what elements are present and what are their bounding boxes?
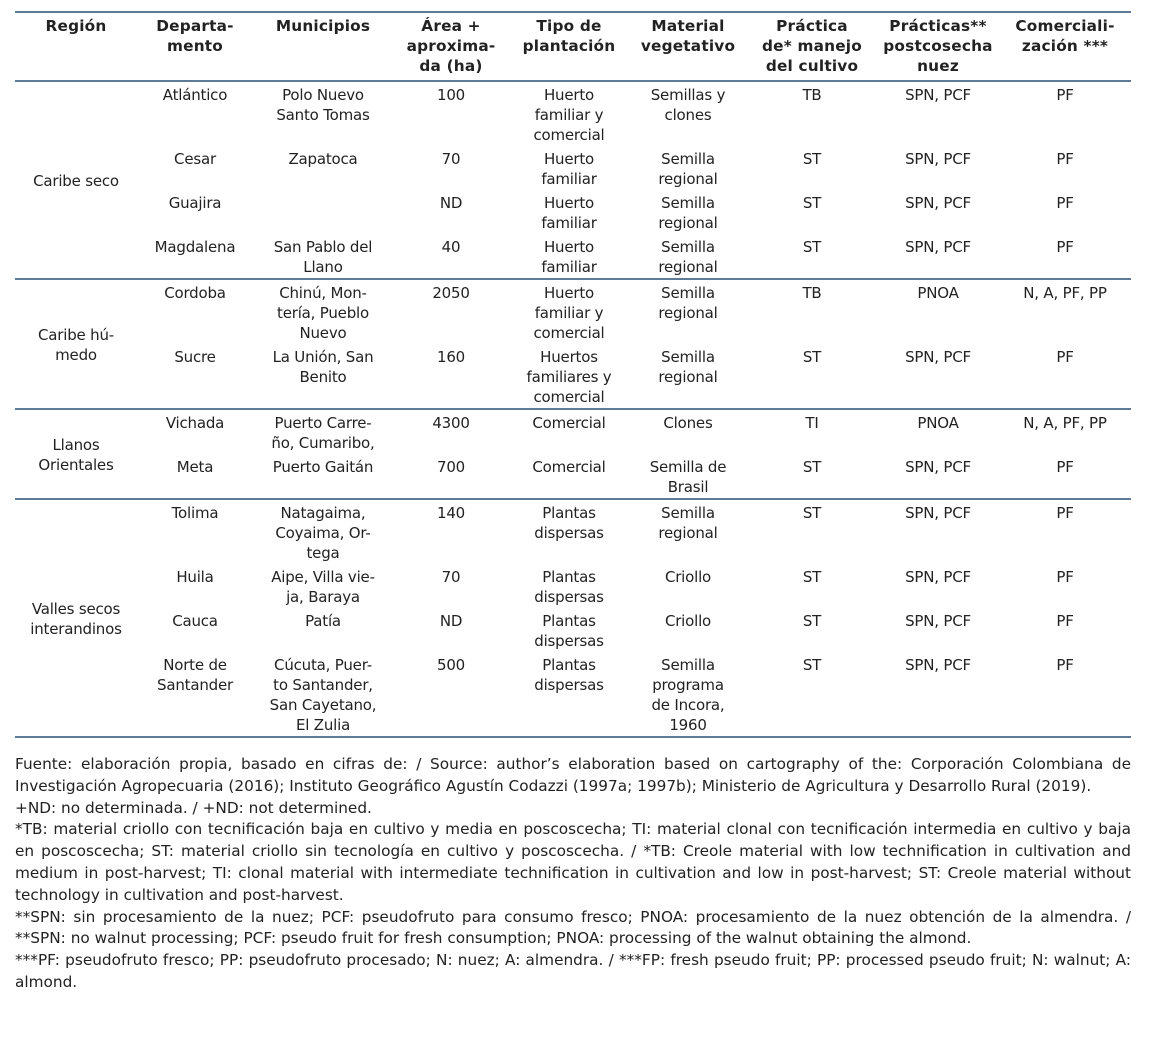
- header-line: Tipo de: [536, 17, 602, 35]
- header-line: del cultivo: [765, 57, 859, 75]
- cell-departamento: [137, 81, 253, 146]
- cell-municipios: [253, 454, 393, 499]
- municipios-line: Llano: [303, 258, 343, 276]
- departamento-line: Guajira: [168, 194, 222, 212]
- material-line: Brasil: [667, 478, 709, 496]
- tipo-line: dispersas: [534, 524, 604, 542]
- cell-postcosecha: SPN, PCF: [905, 150, 971, 168]
- header-line: Región: [45, 17, 107, 35]
- municipios-line: El Zulia: [295, 716, 351, 734]
- cell-comercializacion: PF: [1056, 194, 1074, 212]
- material-line: Semilla: [661, 504, 715, 522]
- tipo-line: Plantas: [542, 612, 596, 630]
- municipios-line: tega: [306, 544, 340, 562]
- header-line: postcosecha: [883, 37, 993, 55]
- material-line: 1960: [669, 716, 707, 734]
- departamento-line: Norte de: [163, 656, 227, 674]
- region-group: [15, 81, 1131, 279]
- table-row: [15, 344, 1131, 409]
- material-line: de Incora,: [651, 696, 725, 714]
- tipo-line: Plantas: [542, 568, 596, 586]
- cell-postcosecha: SPN, PCF: [905, 86, 971, 104]
- cell-departamento: [137, 454, 253, 499]
- cell-departamento: [137, 608, 253, 652]
- cell-municipios: [253, 652, 393, 737]
- header-comercializacion: [999, 12, 1131, 81]
- tipo-line: familiar: [541, 214, 597, 232]
- table-row: [15, 499, 1131, 564]
- departamento-line: Santander: [157, 676, 233, 694]
- table-footnotes: [15, 754, 1131, 994]
- cell-postcosecha: SPN, PCF: [905, 238, 971, 256]
- tipo-line: Huertos: [540, 348, 598, 366]
- cell-material: [629, 279, 747, 344]
- cell-practica: TB: [802, 284, 822, 302]
- cell-postcosecha: PNOA: [917, 284, 959, 302]
- region-line: medo: [55, 346, 97, 364]
- cell-practica: ST: [802, 348, 822, 366]
- cell-municipios: [253, 608, 393, 652]
- tipo-line: Huerto: [543, 284, 595, 302]
- material-line: regional: [658, 170, 718, 188]
- header-line: Material: [651, 17, 725, 35]
- material-line: regional: [658, 258, 718, 276]
- cell-material: [629, 499, 747, 564]
- cell-tipo: [509, 564, 629, 608]
- header-line: de* manejo: [762, 37, 862, 55]
- cell-comercializacion: PF: [1056, 612, 1074, 630]
- material-line: Semilla: [661, 150, 715, 168]
- cell-tipo: [509, 454, 629, 499]
- departamento-line: Huila: [176, 568, 214, 586]
- cell-tipo: [509, 608, 629, 652]
- header-line: plantación: [522, 37, 616, 55]
- cell-material: [629, 234, 747, 279]
- cell-area: 70: [441, 150, 461, 168]
- tipo-line: Comercial: [532, 414, 606, 432]
- municipios-line: Zapatoca: [288, 150, 358, 168]
- region-group: [15, 409, 1131, 499]
- departamento-line: Meta: [176, 458, 214, 476]
- tipo-line: Huerto: [543, 86, 595, 104]
- cell-material: [629, 608, 747, 652]
- cell-departamento: [137, 234, 253, 279]
- table-row: [15, 454, 1131, 499]
- tipo-line: Huerto: [543, 150, 595, 168]
- table-row: [15, 608, 1131, 652]
- cell-area: 40: [441, 238, 461, 256]
- cell-material: [629, 146, 747, 190]
- cell-comercializacion: PF: [1056, 458, 1074, 476]
- municipios-line: Natagaima,: [280, 504, 366, 522]
- cell-comercializacion: N, A, PF, PP: [1023, 284, 1107, 302]
- material-line: clones: [664, 106, 712, 124]
- tipo-line: Huerto: [543, 194, 595, 212]
- cell-area: ND: [439, 612, 463, 630]
- cell-departamento: [137, 564, 253, 608]
- cell-postcosecha: SPN, PCF: [905, 348, 971, 366]
- tipo-line: comercial: [533, 388, 605, 406]
- cell-tipo: [509, 344, 629, 409]
- municipios-line: ja, Baraya: [286, 588, 360, 606]
- table-row: [15, 279, 1131, 344]
- material-line: Semilla: [661, 348, 715, 366]
- cell-postcosecha: SPN, PCF: [905, 194, 971, 212]
- material-line: regional: [658, 524, 718, 542]
- cell-practica: ST: [802, 458, 822, 476]
- header-line: Práctica: [776, 17, 848, 35]
- cell-postcosecha: SPN, PCF: [905, 568, 971, 586]
- tipo-line: dispersas: [534, 632, 604, 650]
- cell-tipo: [509, 146, 629, 190]
- region-group: [15, 279, 1131, 409]
- cell-municipios: [253, 409, 393, 454]
- cell-practica: ST: [802, 504, 822, 522]
- cell-practica: ST: [802, 238, 822, 256]
- cell-comercializacion: PF: [1056, 86, 1074, 104]
- table-row: [15, 81, 1131, 146]
- cell-tipo: [509, 499, 629, 564]
- table-row: [15, 190, 1131, 234]
- tipo-line: familiar y: [534, 304, 604, 322]
- cell-material: [629, 409, 747, 454]
- tipo-line: Plantas: [542, 504, 596, 522]
- cell-comercializacion: PF: [1056, 568, 1074, 586]
- municipios-line: Santo Tomas: [276, 106, 370, 124]
- tipo-line: familiar y: [534, 106, 604, 124]
- region-line: Caribe hú-: [38, 326, 114, 344]
- municipios-line: Nuevo: [299, 324, 347, 342]
- cell-municipios: [253, 344, 393, 409]
- material-line: regional: [658, 214, 718, 232]
- cell-material: [629, 652, 747, 737]
- material-line: regional: [658, 304, 718, 322]
- municipios-line: Cúcuta, Puer-: [274, 656, 372, 674]
- cell-departamento: [137, 279, 253, 344]
- table-row: [15, 234, 1131, 279]
- cell-postcosecha: SPN, PCF: [905, 458, 971, 476]
- cell-comercializacion: PF: [1056, 150, 1074, 168]
- departamento-line: Tolima: [171, 504, 219, 522]
- header-material-vegetativo: [629, 12, 747, 81]
- cell-tipo: [509, 409, 629, 454]
- tipo-line: familiar: [541, 258, 597, 276]
- cell-region: [15, 499, 137, 737]
- municipios-line: Aipe, Villa vie-: [271, 568, 375, 586]
- region-line: Llanos: [52, 436, 100, 454]
- source-note: Fuente: elaboración propia, basado en cifras de: / Source: author’s elaboration based on cartography of the: Corporación Colombiana de Investigación Agropecuaria (2016); Instituto Geográfico Agustín Codazzi (1997a; 1997b); Ministerio de Agricultura y Desarrollo Rural (2019).: [15, 755, 1131, 795]
- departamento-line: Cauca: [172, 612, 218, 630]
- region-line: interandinos: [30, 620, 122, 638]
- commercialization-note: ***PF: pseudofruto fresco; PP: pseudofruto procesado; N: nuez; A: almendra. / ***FP: fresh pseudo fruit; PP: processed pseudo fruit; N: walnut; A: almond.: [15, 951, 1131, 991]
- cell-comercializacion: N, A, PF, PP: [1023, 414, 1107, 432]
- cell-area: 100: [436, 86, 466, 104]
- cell-municipios: [253, 190, 393, 234]
- cell-area: 2050: [432, 284, 470, 302]
- tipo-line: dispersas: [534, 588, 604, 606]
- cell-area: ND: [439, 194, 463, 212]
- region-line: Orientales: [38, 456, 114, 474]
- table-row: [15, 564, 1131, 608]
- postharvest-note: **SPN: sin procesamiento de la nuez; PCF: pseudofruto para consumo fresco; PNOA: procesamiento de la nuez obtención de la almendra. / **SPN: no walnut processing; PCF: pseudo fruit for fresh consumption; PNOA: processing of the walnut obtaining the almond.: [15, 907, 1131, 948]
- cell-area: 140: [436, 504, 466, 522]
- tipo-line: Comercial: [532, 458, 606, 476]
- cell-practica: ST: [802, 568, 822, 586]
- cell-tipo: [509, 279, 629, 344]
- departamento-line: Atlántico: [162, 86, 228, 104]
- material-line: Semilla: [661, 194, 715, 212]
- cell-practica: ST: [802, 612, 822, 630]
- municipios-line: ño, Cumaribo,: [271, 434, 375, 452]
- table-header: [15, 12, 1131, 81]
- cell-comercializacion: PF: [1056, 348, 1074, 366]
- cell-municipios: [253, 564, 393, 608]
- header-practica-manejo: [747, 12, 877, 81]
- departamento-line: Sucre: [174, 348, 216, 366]
- cell-practica: ST: [802, 656, 822, 674]
- material-line: programa: [652, 676, 724, 694]
- region-group: [15, 499, 1131, 737]
- cell-comercializacion: PF: [1056, 504, 1074, 522]
- tipo-line: Plantas: [542, 656, 596, 674]
- cell-material: [629, 81, 747, 146]
- cell-comercializacion: PF: [1056, 656, 1074, 674]
- tipo-line: Huerto: [543, 238, 595, 256]
- municipios-line: San Cayetano,: [269, 696, 377, 714]
- departamento-line: Magdalena: [154, 238, 236, 256]
- data-table: [15, 11, 1131, 738]
- header-practicas-postcosecha: [877, 12, 999, 81]
- cell-material: [629, 190, 747, 234]
- region-line: Valles secos: [31, 600, 121, 618]
- cell-municipios: [253, 499, 393, 564]
- cell-comercializacion: PF: [1056, 238, 1074, 256]
- cell-area: 4300: [432, 414, 470, 432]
- cell-material: [629, 454, 747, 499]
- cell-departamento: [137, 652, 253, 737]
- material-line: Criollo: [664, 612, 712, 630]
- municipios-line: to Santander,: [273, 676, 373, 694]
- material-line: Semilla de: [649, 458, 727, 476]
- cell-practica: TI: [805, 414, 819, 432]
- cell-area: 160: [436, 348, 466, 366]
- table-row: [15, 652, 1131, 737]
- tipo-line: comercial: [533, 126, 605, 144]
- header-departamento: [137, 12, 253, 81]
- municipios-line: Chinú, Mon-: [279, 284, 367, 302]
- tipo-line: dispersas: [534, 676, 604, 694]
- cell-postcosecha: SPN, PCF: [905, 656, 971, 674]
- header-line: Área +: [421, 17, 481, 35]
- practice-note: *TB: material criollo con tecnificación baja en cultivo y media en poscoscecha; TI: material clonal con tecnificación intermedia en cultivo y baja en poscoscecha; ST: material criollo sin tecnología en cultivo y poscoscecha. / *TB: Creole material with low technification in cultivation and medium in post-harvest; TI: clonal material with intermediate technification in cultivation and low in post-harvest; ST: Creole material without technology in cultivation and post-harvest.: [15, 820, 1131, 904]
- cell-practica: TB: [802, 86, 822, 104]
- header-municipios: [253, 12, 393, 81]
- header-region: [15, 12, 137, 81]
- municipios-line: La Unión, San: [272, 348, 374, 366]
- departamento-line: Cordoba: [164, 284, 226, 302]
- cell-departamento: [137, 344, 253, 409]
- header-line: Departa-: [156, 17, 234, 35]
- header-line: da (ha): [419, 57, 483, 75]
- cell-municipios: [253, 234, 393, 279]
- departamento-line: Cesar: [174, 150, 216, 168]
- cell-municipios: [253, 146, 393, 190]
- tipo-line: familiares y: [526, 368, 612, 386]
- table-row: [15, 146, 1131, 190]
- cell-practica: ST: [802, 194, 822, 212]
- cell-municipios: [253, 279, 393, 344]
- cell-practica: ST: [802, 150, 822, 168]
- material-line: Semilla: [661, 284, 715, 302]
- municipios-line: Puerto Carre-: [274, 414, 372, 432]
- departamento-line: Vichada: [165, 414, 225, 432]
- nd-note: +ND: no determinada. / +ND: not determined.: [15, 798, 372, 817]
- header-line: Comerciali-: [1015, 17, 1115, 35]
- cell-area: 700: [436, 458, 466, 476]
- header-line: Prácticas**: [889, 17, 987, 35]
- cell-material: [629, 564, 747, 608]
- cell-departamento: [137, 190, 253, 234]
- header-line: Municipios: [275, 17, 371, 35]
- cell-departamento: [137, 146, 253, 190]
- cell-region: [15, 81, 137, 279]
- cell-tipo: [509, 81, 629, 146]
- material-line: Clones: [663, 414, 713, 432]
- table-row: [15, 409, 1131, 454]
- cell-postcosecha: PNOA: [917, 414, 959, 432]
- cell-region: [15, 409, 137, 499]
- header-line: nuez: [917, 57, 959, 75]
- cell-tipo: [509, 190, 629, 234]
- header-area: [393, 12, 509, 81]
- region-line: Caribe seco: [33, 172, 119, 190]
- cell-departamento: [137, 409, 253, 454]
- cell-departamento: [137, 499, 253, 564]
- header-line: mento: [166, 37, 224, 55]
- municipios-line: San Pablo del: [273, 238, 373, 256]
- municipios-line: Puerto Gaitán: [272, 458, 374, 476]
- municipios-line: Polo Nuevo: [282, 86, 364, 104]
- material-line: Criollo: [664, 568, 712, 586]
- municipios-line: tería, Pueblo: [277, 304, 369, 322]
- cell-postcosecha: SPN, PCF: [905, 612, 971, 630]
- material-line: Semillas y: [650, 86, 726, 104]
- material-line: Semilla: [661, 656, 715, 674]
- material-line: regional: [658, 368, 718, 386]
- cell-material: [629, 344, 747, 409]
- tipo-line: familiar: [541, 170, 597, 188]
- cell-area: 70: [441, 568, 461, 586]
- header-line: vegetativo: [640, 37, 736, 55]
- header-line: zación ***: [1021, 37, 1109, 55]
- municipios-line: Benito: [299, 368, 347, 386]
- header-tipo-plantacion: [509, 12, 629, 81]
- cell-tipo: [509, 234, 629, 279]
- material-line: Semilla: [661, 238, 715, 256]
- cell-postcosecha: SPN, PCF: [905, 504, 971, 522]
- cell-region: [15, 279, 137, 409]
- municipios-line: Coyaima, Or-: [275, 524, 371, 542]
- cell-area: 500: [436, 656, 466, 674]
- cell-municipios: [253, 81, 393, 146]
- tipo-line: comercial: [533, 324, 605, 342]
- municipios-line: Patía: [305, 612, 341, 630]
- header-line: aproxima-: [406, 37, 496, 55]
- cell-tipo: [509, 652, 629, 737]
